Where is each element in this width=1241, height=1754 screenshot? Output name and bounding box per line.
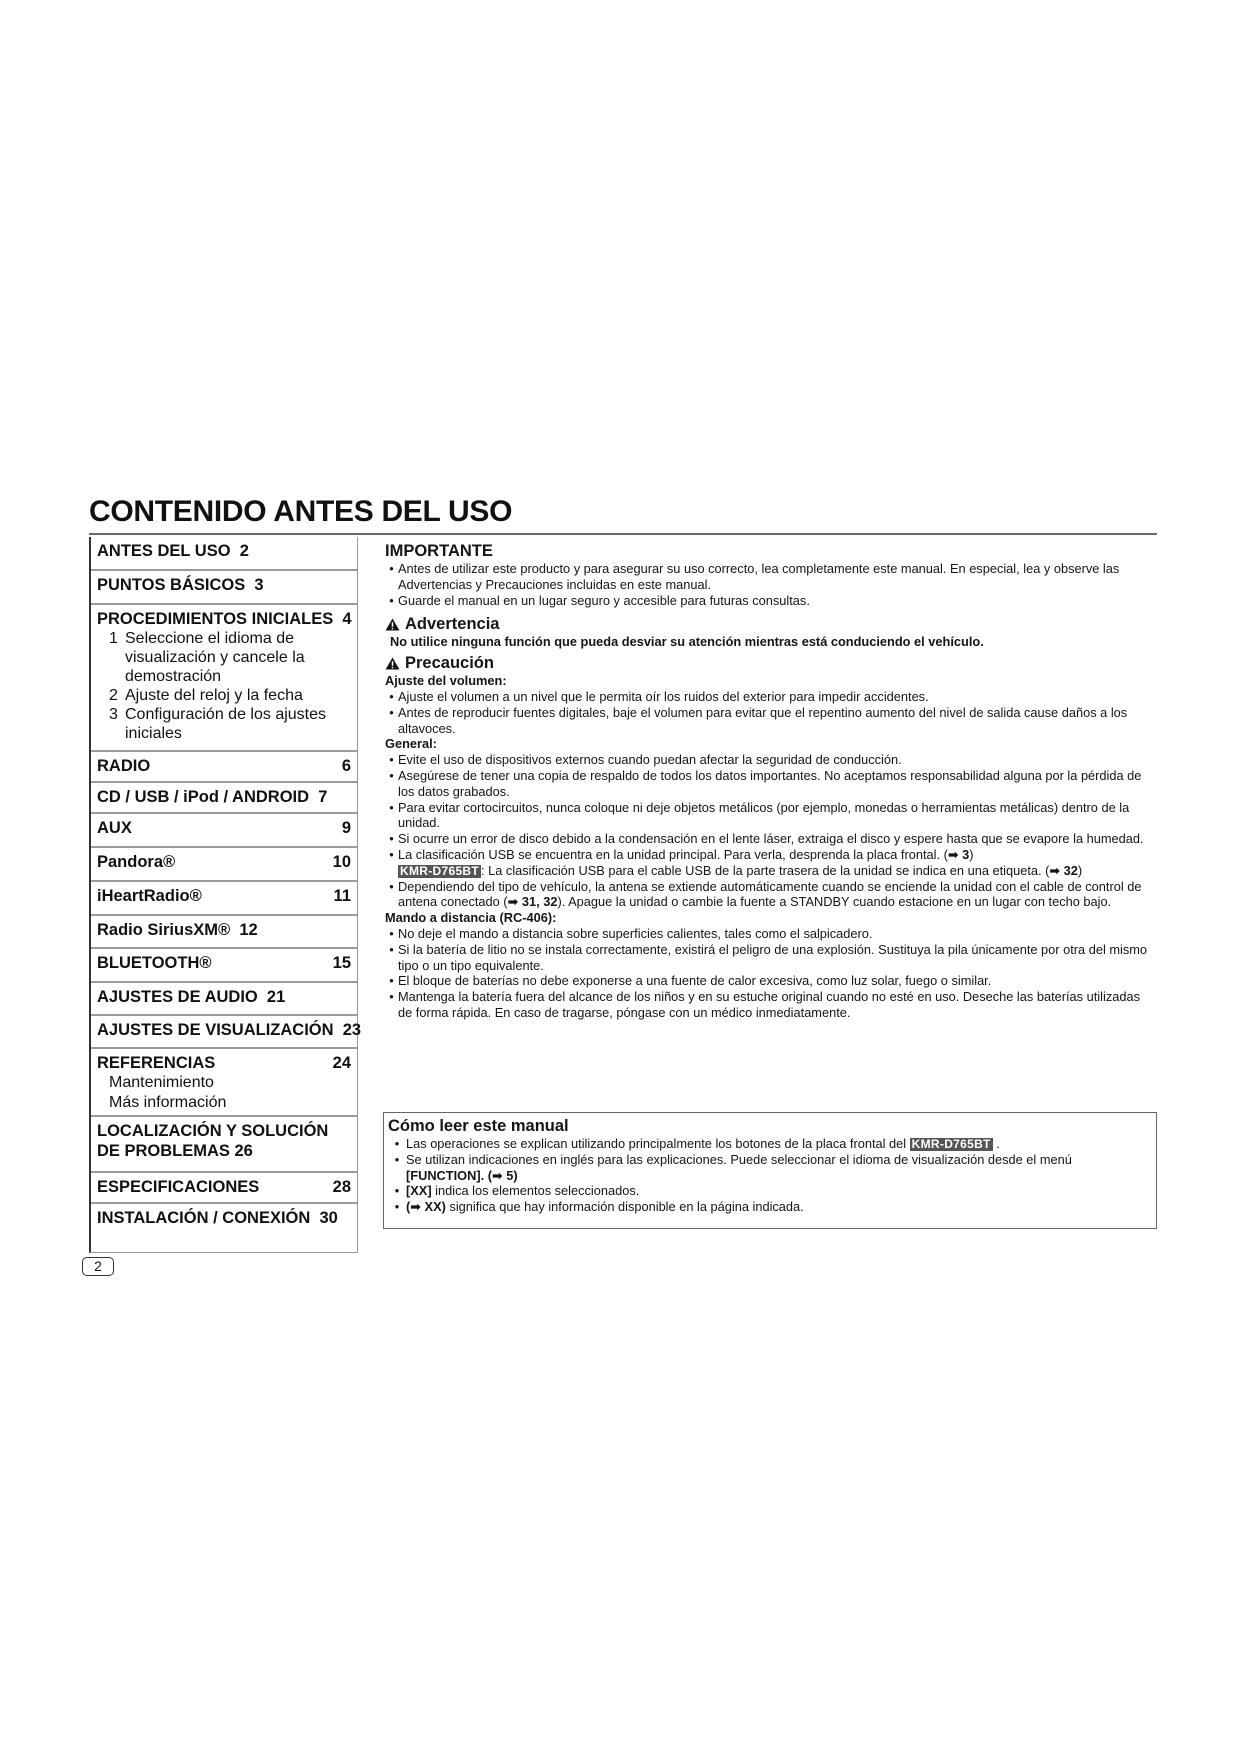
volume-subheading: Ajuste del volumen: xyxy=(385,673,507,689)
toc-entry-page: 24 xyxy=(332,1054,351,1072)
toc-entry-label: CD / USB / iPod / ANDROID 7 xyxy=(97,788,328,806)
how-to-read-box xyxy=(383,1112,1157,1229)
list-item: • Ajuste el volumen a un nivel que le permita oír los ruidos del exterior para impedir accidentes. xyxy=(389,688,929,704)
title-rule xyxy=(89,533,1157,535)
model-badge: KMR-D765BT xyxy=(911,1137,991,1151)
main-content xyxy=(385,540,1157,1021)
toc-subentry[interactable] xyxy=(97,629,351,686)
toc-entry-label: AJUSTES DE AUDIO 21 xyxy=(97,988,286,1006)
list-item: • No deje el mando a distancia sobre superficies calientes, tales como el salpicadero. xyxy=(389,925,873,941)
title-contenido: CONTENIDO xyxy=(89,495,267,528)
how-to-read-heading: Cómo leer este manual xyxy=(388,1117,569,1135)
toc-subentry[interactable] xyxy=(97,686,351,705)
toc-entry-label: PUNTOS BÁSICOS 3 xyxy=(97,576,264,594)
title-antes-del-uso: ANTES DEL USO xyxy=(273,495,513,528)
toc-entry[interactable] xyxy=(91,882,357,916)
list-item: • Antes de utilizar este producto y para asegurar su uso correcto, lea completamente este manual. En especial, lea y observe las Advertencias y Precauciones incluidas en este manual. xyxy=(389,561,1120,592)
list-item: • Dependiendo del tipo de vehículo, la antena se extiende automáticamente cuando se enciende la unidad con el cable de control de antena conectado (➡ 31, 32). Apague la unidad o cambie la fuente a STANDBY cuando estacione en un lugar con techo bajo. xyxy=(389,878,1142,910)
list-item: • La clasificación USB se encuentra en la unidad principal. Para verla, desprenda la placa frontal. (➡ 3) KMR-D765BT : La clasificación USB para el cable USB de la parte trasera de la unidad se indica en una etiqueta. (➡ 32) xyxy=(389,846,1083,878)
general-subheading: General: xyxy=(385,736,437,752)
toc-entry[interactable] xyxy=(91,983,357,1016)
toc-entry-label: RADIO xyxy=(97,757,151,775)
toc-subentry[interactable] xyxy=(97,705,351,743)
model-badge: KMR-D765BT xyxy=(400,863,480,878)
page-title xyxy=(89,494,1157,530)
toc-entry-label: ESPECIFICACIONES xyxy=(97,1178,260,1196)
toc-entry-label: Pandora® xyxy=(97,853,176,871)
toc-entry[interactable] xyxy=(91,1173,357,1204)
caution-heading: Precaución xyxy=(385,653,1157,673)
list-item: • Evite el uso de dispositivos externos cuando puedan afectar la seguridad de conducción. xyxy=(389,752,902,768)
toc-entry-page: 15 xyxy=(332,954,351,972)
toc-entry-page: 9 xyxy=(341,819,351,837)
toc-entry[interactable] xyxy=(91,1016,362,1049)
list-item: • [XX] indica los elementos seleccionados. xyxy=(394,1183,640,1199)
list-item: • Mantenga la batería fuera del alcance de los niños y en su estuche original cuando no esté en uso. Deseche las baterías utilizadas de forma rápida. En caso de tragarse, póngase con un médico inmediatamente. xyxy=(389,989,1140,1020)
toc-entry[interactable] xyxy=(91,949,357,983)
table-of-contents xyxy=(89,537,362,1253)
toc-subentry-number: 2 xyxy=(109,687,118,704)
toc-entry-page: 10 xyxy=(332,853,351,871)
toc-entry-label: REFERENCIAS xyxy=(97,1054,216,1072)
toc-entry-label: ANTES DEL USO 2 xyxy=(97,542,249,560)
toc-entry[interactable] xyxy=(91,1117,357,1173)
toc-entry-label: BLUETOOTH® xyxy=(97,954,212,972)
toc-entry-page: 6 xyxy=(341,757,351,775)
toc-entry-label: Radio SiriusXM® 12 xyxy=(97,921,258,939)
toc-entry-label: AJUSTES DE VISUALIZACIÓN 23 xyxy=(97,1021,362,1039)
toc-entry[interactable] xyxy=(91,571,357,605)
toc-entry-page: 11 xyxy=(333,887,351,905)
remote-subheading: Mando a distancia (RC-406): xyxy=(385,910,557,926)
toc-entry[interactable] xyxy=(91,783,357,814)
list-item: • Las operaciones se explican utilizando principalmente los botones de la placa frontal del KMR-D765BT . xyxy=(394,1136,1000,1151)
list-item: • Si la batería de litio no se instala correctamente, existirá el peligro de una explosión. Sustituya la pila únicamente por otra del mismo tipo o un tipo equivalente. xyxy=(389,941,1148,973)
important-heading: IMPORTANTE xyxy=(385,542,493,560)
toc-entry-label: LOCALIZACIÓN Y SOLUCIÓN DE PROBLEMAS 26 xyxy=(97,1122,329,1160)
warning-heading: Advertencia xyxy=(385,614,1157,634)
toc-subentry-label: Ajuste del reloj y la fecha xyxy=(125,687,303,704)
toc-entry-page: 28 xyxy=(332,1178,351,1196)
warning-triangle-icon xyxy=(385,618,400,631)
list-item: • Antes de reproducir fuentes digitales, baje el volumen para evitar que el repentino aumento del nivel de salida cause daños a los altavoces. xyxy=(389,704,1128,736)
list-item: • Para evitar cortocircuitos, nunca coloque ni deje objetos metálicos (por ejemplo, monedas o herramientas metálicas) dentro de la unidad. xyxy=(389,799,1130,831)
list-item: • Guarde el manual en un lugar seguro y accesible para futuras consultas. xyxy=(389,592,810,608)
toc-entry[interactable] xyxy=(91,1049,357,1117)
toc-entry-label: INSTALACIÓN / CONEXIÓN 30 xyxy=(97,1209,338,1227)
caution-triangle-icon xyxy=(385,657,400,670)
toc-subentry-label[interactable]: Mantenimiento xyxy=(109,1074,214,1091)
list-item: • El bloque de baterías no debe exponerse a una fuente de calor excesiva, como luz solar, fuego o similar. xyxy=(389,973,992,989)
page-number-badge: 2 xyxy=(82,1257,114,1276)
toc-entry[interactable] xyxy=(91,814,357,848)
toc-entry-label: AUX xyxy=(97,819,132,837)
toc-entry[interactable] xyxy=(91,848,357,882)
list-item: • (➡ XX) significa que hay información disponible en la página indicada. xyxy=(394,1199,804,1215)
toc-subentry-number: 3 xyxy=(109,706,118,723)
toc-entry[interactable] xyxy=(91,752,357,783)
list-item: • Asegúrese de tener una copia de respaldo de todos los datos importantes. No aceptamos responsabilidad alguna por la pérdida de los datos grabados. xyxy=(389,767,1142,799)
toc-entry-label: iHeartRadio® xyxy=(97,887,202,905)
toc-entry[interactable] xyxy=(91,605,357,752)
toc-entry[interactable] xyxy=(91,537,357,571)
toc-subentry-label: Seleccione el idioma de visualización y cancele la demostración xyxy=(125,630,305,685)
list-item: • Se utilizan indicaciones en inglés para las explicaciones. Puede seleccionar el idioma de visualización desde el menú [FUNCTION]. (➡ 5) xyxy=(394,1151,1072,1183)
toc-subentry-label[interactable]: Más información xyxy=(109,1094,227,1111)
toc-subentry-number: 1 xyxy=(109,630,118,647)
toc-entry[interactable] xyxy=(91,1204,357,1243)
toc-entry[interactable] xyxy=(91,916,357,949)
toc-entry-label: PROCEDIMIENTOS INICIALES 4 xyxy=(97,610,352,628)
list-item: • Si ocurre un error de disco debido a la condensación en el lente láser, extraiga el disco y espere hasta que se evapore la humedad. xyxy=(389,831,1144,847)
warning-text: No utilice ninguna función que pueda desviar su atención mientras está conduciendo el vehículo. xyxy=(390,634,984,650)
toc-subentry-label: Configuración de los ajustes iniciales xyxy=(125,706,327,742)
